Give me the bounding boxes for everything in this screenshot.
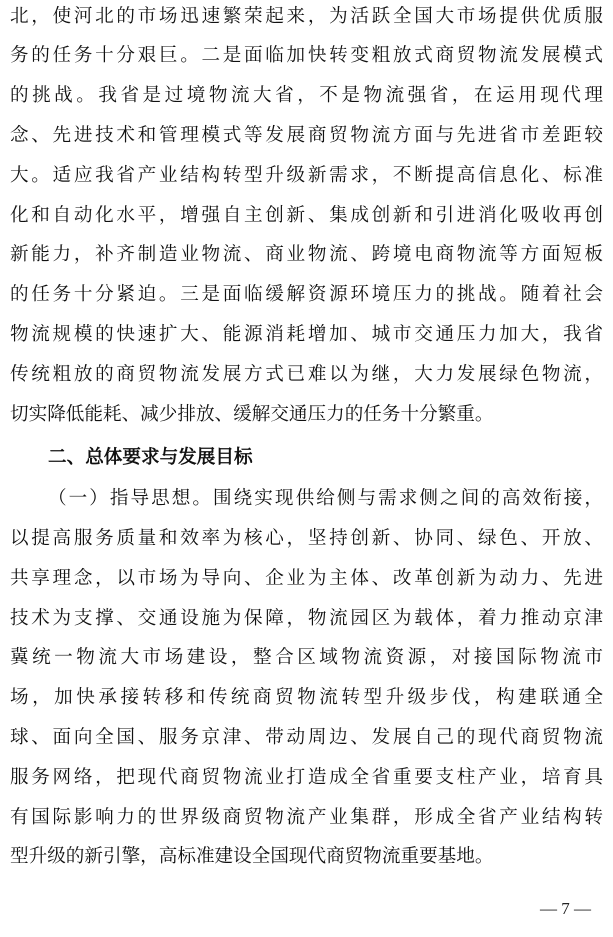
paragraph-line: 传统粗放的商贸物流发展方式已难以为继，大力发展绿色物流， [10,364,603,385]
paragraph-line: 场，加快承接转移和传统商贸物流转型升级步伐，构建联通全 [10,687,603,708]
section-heading: 二、总体要求与发展目标 [48,447,253,468]
paragraph-line: 化和自动化水平，增强自主创新、集成创新和引进消化吸收再创 [10,205,603,226]
page-number: — 7 — [540,899,591,918]
paragraph-line: 球、面向全国、服务京津、带动周边、发展自己的现代商贸物流 [10,727,603,748]
paragraph-line: 有国际影响力的世界级商贸物流产业集群，形成全省产业结构转 [10,807,603,828]
paragraph-line: 型升级的新引擎，高标准建设全国现代商贸物流重要基地。 [10,846,494,867]
paragraph-line: 物流规模的快速扩大、能源消耗增加、城市交通压力加大，我省 [10,324,603,345]
paragraph-line: （一）指导思想。围绕实现供给侧与需求侧之间的高效衔接， [48,488,603,509]
paragraph-line: 念、先进技术和管理模式等发展商贸物流方面与先进省市差距较 [10,125,603,146]
paragraph-line: 的挑战。我省是过境物流大省，不是物流强省，在运用现代理 [10,85,603,106]
paragraph-line: 的任务十分紧迫。三是面临缓解资源环境压力的挑战。随着社会 [10,284,603,305]
paragraph-line: 大。适应我省产业结构转型升级新需求，不断提高信息化、标准 [10,165,603,186]
paragraph-line: 技术为支撑、交通设施为保障，物流园区为载体，着力推动京津 [10,608,603,629]
paragraph-line: 新能力，补齐制造业物流、商业物流、跨境电商物流等方面短板 [10,244,603,265]
paragraph-line: 切实降低能耗、减少排放、缓解交通压力的任务十分繁重。 [10,404,494,425]
paragraph-line: 务的任务十分艰巨。二是面临加快转变粗放式商贸物流发展模式 [10,45,603,66]
paragraph-line: 冀统一物流大市场建设，整合区域物流资源，对接国际物流市 [10,647,603,668]
paragraph-line: 北，使河北的市场迅速繁荣起来，为活跃全国大市场提供优质服 [10,6,603,27]
paragraph-line: 服务网络，把现代商贸物流业打造成全省重要支柱产业，培育具 [10,767,603,788]
paragraph-line: 以提高服务质量和效率为核心，坚持创新、协同、绿色、开放、 [10,528,603,549]
paragraph-line: 共享理念，以市场为导向、企业为主体、改革创新为动力、先进 [10,568,603,589]
